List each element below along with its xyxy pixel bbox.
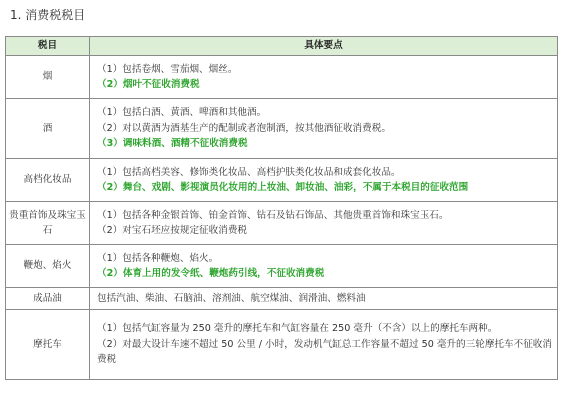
tax-item-name: 高档化妆品 bbox=[6, 159, 90, 202]
key-points-cell bbox=[90, 202, 558, 245]
point-line: （2）对宝石坯应按规定征收消费税 bbox=[97, 225, 248, 236]
tax-item-name: 成品油 bbox=[6, 288, 90, 310]
point-line: （1）包括白酒、黄酒、啤酒和其他酒。 bbox=[97, 107, 267, 119]
table-row-cosmetics bbox=[6, 159, 558, 202]
key-points-cell bbox=[90, 310, 558, 380]
key-points-cell bbox=[90, 245, 558, 288]
header-key-points: 具体要点 bbox=[90, 37, 558, 56]
point-line-highlight: （3）调味料酒、酒精不征收消费税 bbox=[97, 138, 248, 150]
key-points-cell bbox=[90, 159, 558, 202]
tax-items-table bbox=[5, 36, 558, 380]
tax-item-name: 烟 bbox=[6, 56, 90, 99]
point-line: （1）包括各种金银首饰、铂金首饰、钻石及钻石饰品、其他贵重首饰和珠宝玉石。 bbox=[97, 209, 449, 221]
point-line: 包括汽油、柴油、石脑油、溶剂油、航空煤油、润滑油、燃料油 bbox=[97, 292, 366, 304]
table-row-fireworks bbox=[6, 245, 558, 288]
key-points-cell bbox=[90, 99, 558, 159]
point-line: （1）包括气缸容量为 250 毫升的摩托车和气缸容量在 250 毫升（不含）以上的摩托车两种。 bbox=[97, 323, 498, 335]
header-tax-item: 税目 bbox=[6, 37, 90, 56]
point-line-highlight: （2）体育上用的发令纸、鞭炮药引线，不征收消费税 bbox=[97, 268, 325, 279]
tax-item-name: 鞭炮、焰火 bbox=[6, 245, 90, 288]
table-header-row bbox=[6, 37, 558, 56]
section-heading: 1. 消费税税目 bbox=[10, 8, 86, 22]
key-points-cell bbox=[90, 288, 558, 310]
point-line: （2）对以黄酒为酒基生产的配制或者泡制酒，按其他酒征收消费税。 bbox=[97, 122, 391, 134]
point-line: （1）包括卷烟、雪茄烟、烟丝。 bbox=[97, 63, 238, 75]
tax-item-name: 酒 bbox=[6, 99, 90, 159]
table-row-motorcycle bbox=[6, 310, 558, 380]
tax-item-name: 贵重首饰及珠宝玉石 bbox=[6, 202, 90, 245]
point-line: （1）包括各种鞭炮、焰火。 bbox=[97, 252, 219, 264]
point-line: （1）包括高档美容、修饰类化妆品、高档护肤类化妆品和成套化妆品。 bbox=[97, 166, 401, 178]
point-line-highlight: （2）舞台、戏剧、影视演员化妆用的上妆油、卸妆油、油彩，不属于本税目的征收范围 bbox=[97, 182, 469, 193]
point-line-highlight: （2）烟叶不征收消费税 bbox=[97, 79, 200, 90]
key-points-cell bbox=[90, 56, 558, 99]
point-line: （2）对最大设计车速不超过 50 公里 / 小时，发动机气缸总工作容量不超过 50 毫升的三轮摩托车不征收消费税 bbox=[97, 338, 552, 366]
tax-item-name: 摩托车 bbox=[6, 310, 90, 380]
table-row-liquor bbox=[6, 99, 558, 159]
table-row-jewelry bbox=[6, 202, 558, 245]
table-row-tobacco bbox=[6, 56, 558, 99]
table-row-refined-oil bbox=[6, 288, 558, 310]
